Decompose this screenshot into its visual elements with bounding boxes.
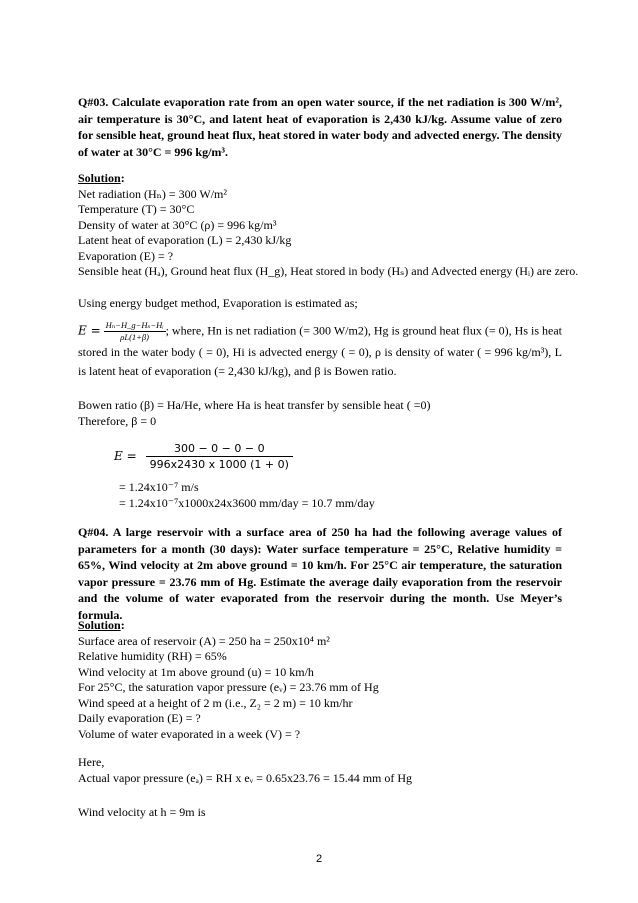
formula-numerator: Hₙ−H_g−Hₛ−Hᵢ	[105, 320, 164, 330]
given-latent-heat: Latent heat of evaporation (L) = 2,430 kJ/kg	[78, 233, 292, 247]
given-evaporation: Evaporation (E) = ?	[78, 248, 174, 263]
q03-results	[119, 480, 559, 511]
q03-formula-paragraph	[78, 320, 562, 381]
q04-wind-velocity-h: Wind velocity at h = 9m is	[78, 805, 206, 819]
result-m-per-s: = 1.24x10⁻⁷ m/s	[119, 480, 199, 494]
bowen-ratio-line: Bowen ratio (β) = Ha/He, where Ha is heat transfer by sensible heat ( =0)	[78, 398, 431, 412]
calc-numerator: 300 − 0 − 0 − 0	[173, 442, 265, 455]
q03-title: Q#03. Calculate evaporation rate from an open water source, if the net radiation is 300 W/m², air temperature is 30°C, and latent heat of evaporation is 2,430 kJ/kg. Assume value of zero for sensible heat, ground heat flux, heat stored in water body and advected energy. The density of water at 30°C = 996 kg/m³.	[78, 95, 562, 159]
q03-method-intro: Using energy budget method, Evaporation is estimated as;	[78, 296, 358, 310]
q04-actual-vapor-pressure: Actual vapor pressure (eₐ) = RH x eᵥ = 0.65x23.76 = 15.44 mm of Hg	[78, 771, 413, 785]
formula-denominator: ρL(1+β)	[104, 331, 166, 343]
given-temperature: Temperature (T) = 30°C	[78, 202, 195, 216]
calc-lhs: E =	[114, 448, 137, 463]
given-net-radiation: Net radiation (Hₙ) = 300 W/m²	[78, 186, 227, 201]
given-density: Density of water at 30°C (ρ) = 996 kg/m³	[78, 217, 277, 232]
given-surface-area: Surface area of reservoir (A) = 250 ha = 250x10⁴ m²	[78, 633, 330, 648]
q04-title: Q#04. A large reservoir with a surface area of 250 ha had the following average values of parameters for a month (30 days): Water surface temperature = 25°C, Relative humidity = 65%, Wind velocity at 2m above ground = 10 km/h. For 25°C air temperature, the saturation vapor pressure = 23.76 mm of Hg. Estimate the average daily evaporation from the reservoir and the volume of water evaporated from the reservoir during the month. Use Meyer’s formula.	[78, 525, 562, 622]
page-number: 2	[315, 853, 323, 865]
q03-bowen-block	[78, 398, 562, 429]
q04-here: Here,	[78, 755, 105, 769]
q03-solution-heading: Solution:	[78, 171, 125, 185]
given-saturation-vp: For 25°C, the saturation vapor pressure (eᵥ) = 23.76 mm of Hg	[78, 680, 379, 694]
q04-solution-block	[78, 618, 562, 742]
energy-budget-fraction	[104, 320, 166, 343]
result-mm-per-day: = 1.24x10⁻⁷x1000x24x3600 mm/day = 10.7 mm/day	[119, 495, 375, 510]
given-daily-evaporation: Daily evaporation (E) = ?	[78, 711, 201, 725]
given-zero-terms: Sensible heat (Hₐ), Ground heat flux (H_g), Heat stored in body (Hₛ) and Advected energy (Hᵢ) are zero.	[78, 264, 579, 278]
therefore-line: Therefore, β = 0	[78, 413, 157, 428]
formula-explanation: ; where, Hn is net radiation (= 300 W/m2), Hg is ground heat flux (= 0), Hs is heat stored in the water body ( = 0), Hi is advected energy ( = 0), ρ is density of water ( = 996 kg/m³), L is latent heat of evaporation (= 2,430 kJ/kg), and β is Bowen ratio.	[78, 323, 562, 378]
given-relative-humidity: Relative humidity (RH) = 65%	[78, 649, 227, 663]
q03-solution-block	[78, 171, 579, 280]
given-wind-velocity-1m: Wind velocity at 1m above ground (u) = 10 km/h	[78, 664, 314, 679]
calc-denominator: 996x2430 x 1000 (1 + 0)	[146, 456, 293, 472]
q03-calculation	[114, 441, 554, 472]
given-wind-speed-2m: Wind speed at a height of 2 m (i.e., Z₂ = 2 m) = 10 km/hr	[78, 695, 353, 710]
given-volume: Volume of water evaporated in a week (V) = ?	[78, 726, 301, 741]
q04-solution-heading: Solution:	[78, 618, 125, 632]
formula-lhs: E =	[78, 323, 101, 338]
calc-fraction	[146, 441, 293, 472]
